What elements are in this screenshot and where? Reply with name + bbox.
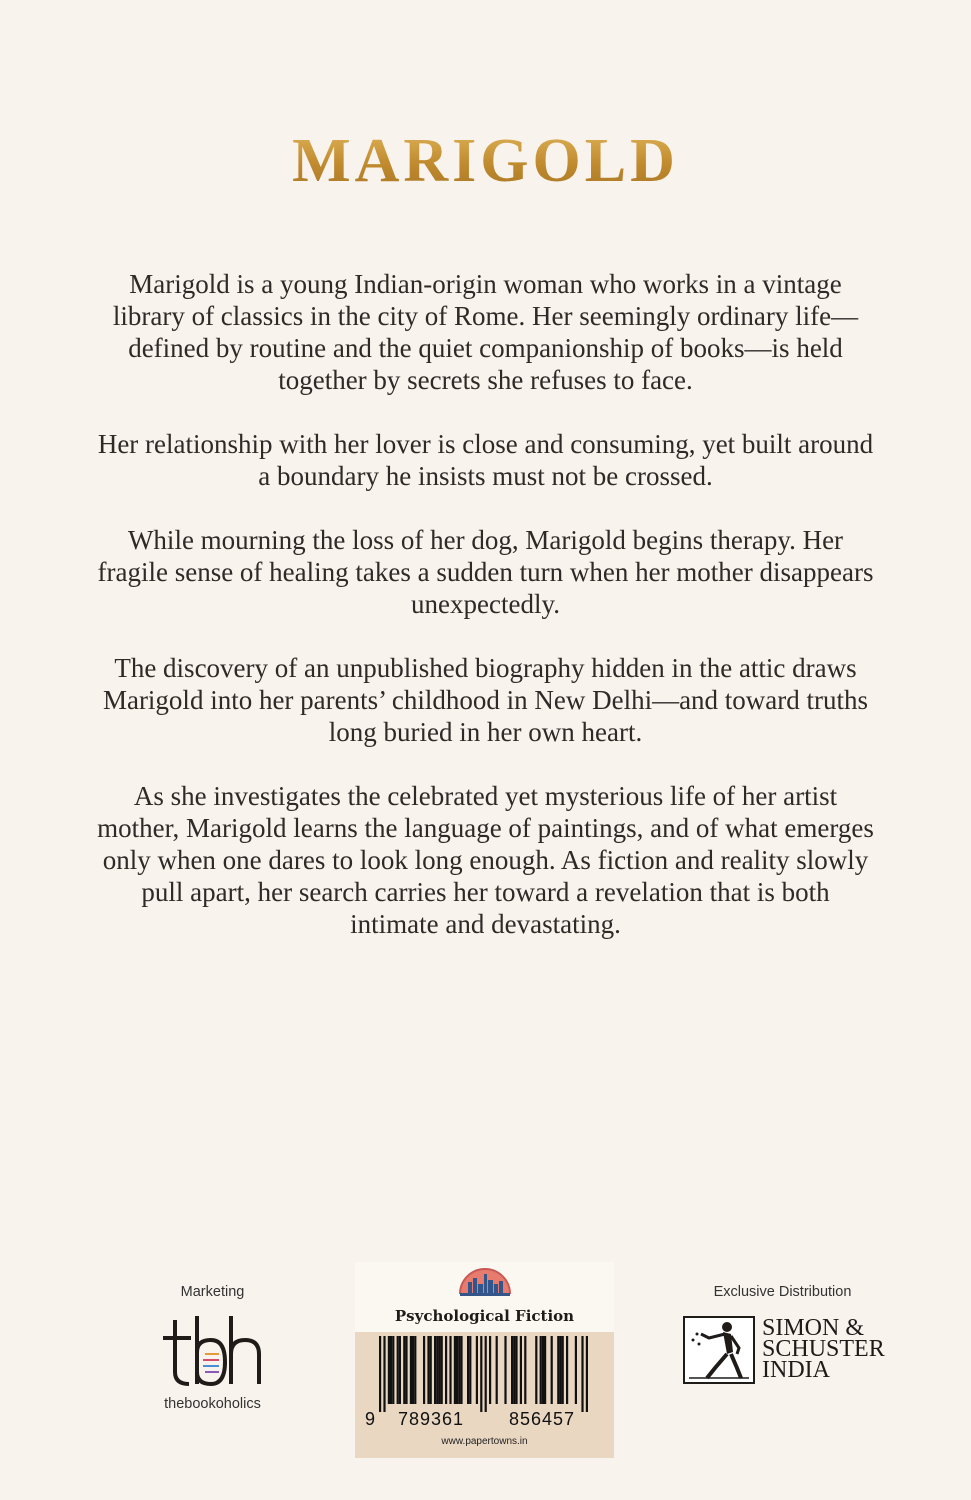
barcode-bar	[562, 1336, 564, 1404]
barcode-bar	[469, 1336, 471, 1404]
barcode-bar	[441, 1336, 443, 1404]
wordmark-line: SIMON &	[762, 1315, 865, 1341]
barcode-bar	[436, 1336, 438, 1404]
barcode-bar	[427, 1336, 429, 1404]
isbn-lead-digit: 9	[365, 1409, 376, 1429]
barcode-bar	[551, 1336, 553, 1404]
barcode-bar	[430, 1336, 432, 1404]
tbh-logo	[161, 1314, 265, 1388]
barcode-bar	[540, 1336, 542, 1404]
barcode-bar	[399, 1336, 401, 1404]
barcode-bar	[520, 1336, 522, 1404]
simon-schuster-logo	[683, 1316, 888, 1388]
barcode-bar	[449, 1336, 451, 1404]
barcode-bar	[379, 1336, 381, 1412]
barcode-bar	[405, 1336, 407, 1404]
book-title: MARIGOLD	[0, 128, 971, 194]
barcode-bar	[515, 1336, 517, 1404]
barcode-bar	[485, 1336, 487, 1412]
barcode-bar	[392, 1336, 394, 1404]
barcode-bar	[412, 1336, 414, 1404]
isbn-group-2: 856457	[509, 1409, 576, 1429]
blurb-paragraph: While mourning the loss of her dog, Marigold begins therapy. Her fragile sense of healing takes a sudden turn when her mother disappears unexpectedly.	[97, 525, 874, 619]
simon-schuster-wordmark	[762, 1315, 885, 1383]
barcode-bar	[460, 1336, 462, 1404]
barcode-bar	[458, 1336, 460, 1404]
barcode-bar	[586, 1336, 588, 1412]
barcode-bar	[438, 1336, 440, 1404]
barcode-bar	[434, 1336, 436, 1404]
barcode-bar	[513, 1336, 515, 1404]
barcode-bar	[383, 1336, 385, 1412]
blurb	[95, 268, 876, 972]
barcode-bar	[489, 1336, 491, 1404]
blurb-paragraph: Marigold is a young Indian-origin woman who works in a vintage library of classics in the city of Rome. Her seemingly ordinary life—defined by routine and the quiet companionship of books—is held together by secrets she refuses to face.	[112, 269, 859, 395]
barcode-bar	[480, 1336, 482, 1412]
barcode-bar	[544, 1336, 546, 1404]
barcode-bar	[535, 1336, 537, 1404]
isbn-group-1: 789361	[398, 1409, 465, 1429]
barcode-bar	[414, 1336, 416, 1404]
blurb-paragraph: As she investigates the celebrated yet mysterious life of her artist mother, Marigold learns the language of paintings, and of what emerges only when one dares to look long enough. As fiction and reality slowly pull apart, her search carries her toward a revelation that is both intimate and devastating.	[97, 781, 874, 939]
genre-label: Psychological Fiction	[394, 1307, 575, 1325]
distribution-label: Exclusive Distribution	[713, 1284, 852, 1300]
barcode-bar	[467, 1336, 469, 1404]
publisher-website: www.papertowns.in	[441, 1436, 528, 1447]
wordmark-line: INDIA	[762, 1357, 830, 1383]
isbn-number	[363, 1409, 608, 1431]
barcode-bar	[403, 1336, 405, 1404]
barcode-bar	[423, 1336, 425, 1404]
marketing-block	[140, 1282, 285, 1414]
barcode-panel	[355, 1262, 614, 1458]
barcode-bar	[390, 1336, 392, 1404]
barcode-bar	[388, 1336, 390, 1404]
paper-towns-skyline-icon	[458, 1266, 512, 1298]
barcode-bar	[511, 1336, 513, 1404]
barcode-bar	[542, 1336, 544, 1404]
barcode-bar	[476, 1336, 478, 1404]
isbn-barcode	[365, 1336, 605, 1412]
blurb-paragraph: Her relationship with her lover is close and consuming, yet built around a boundary he insists must not be crossed.	[97, 429, 874, 491]
marketing-name: thebookoholics	[164, 1396, 261, 1412]
blurb-paragraph: The discovery of an unpublished biography hidden in the attic draws Marigold into her parents’ childhood in New Delhi—and toward truths long buried in her own heart.	[102, 653, 869, 747]
barcode-bar	[454, 1336, 456, 1404]
barcode-bar	[496, 1336, 498, 1404]
marketing-label: Marketing	[180, 1284, 245, 1300]
barcode-bar	[524, 1336, 526, 1404]
barcode-bar	[575, 1336, 577, 1404]
barcode-bar	[397, 1336, 399, 1404]
barcode-bar	[410, 1336, 412, 1404]
barcode-bar	[559, 1336, 561, 1404]
barcode-bar	[581, 1336, 583, 1412]
barcode-bar	[557, 1336, 559, 1404]
barcode-bar	[445, 1336, 447, 1404]
barcode-bar	[566, 1336, 568, 1404]
sower-icon	[683, 1316, 755, 1384]
wordmark-line: SCHUSTER	[762, 1336, 885, 1362]
barcode-bar	[504, 1336, 506, 1404]
distribution-block	[680, 1282, 885, 1383]
barcode-bar	[456, 1336, 458, 1404]
